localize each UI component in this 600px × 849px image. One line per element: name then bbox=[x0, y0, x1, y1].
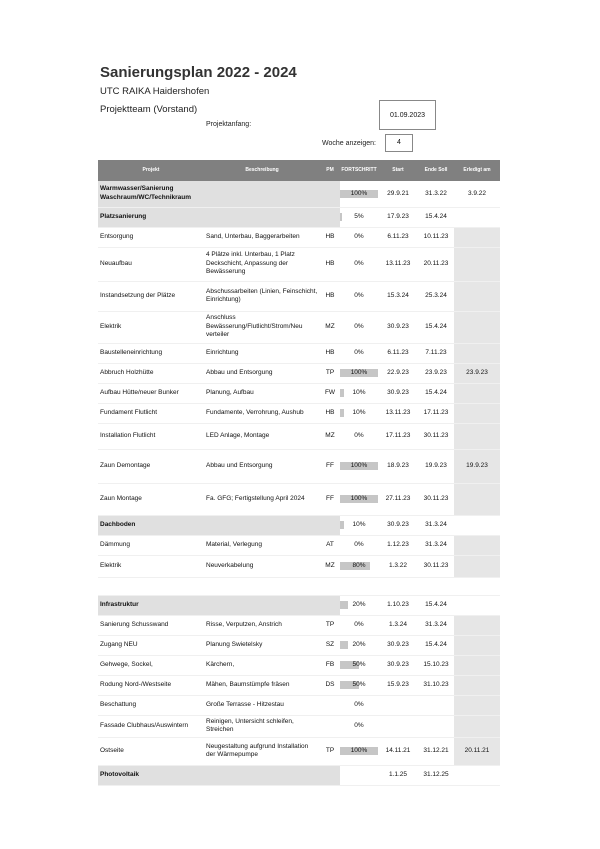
cell-ende: 30.11.23 bbox=[418, 483, 454, 515]
cell-ende: 30.11.23 bbox=[418, 555, 454, 577]
cell-fortschritt bbox=[340, 227, 378, 247]
progress-fill bbox=[340, 389, 344, 397]
progress-bar bbox=[340, 323, 378, 331]
cell-ende: 15.10.23 bbox=[418, 655, 454, 675]
progress-fill bbox=[340, 521, 344, 529]
cell-start: 6.11.23 bbox=[378, 343, 418, 363]
cell-projekt: Zaun Montage bbox=[98, 483, 204, 515]
cell-erledigt bbox=[454, 695, 500, 715]
cell-fortschritt bbox=[340, 403, 378, 423]
progress-bar bbox=[340, 521, 378, 529]
cell-pm: FB bbox=[320, 655, 340, 675]
progress-bar bbox=[340, 190, 378, 198]
cell-pm bbox=[320, 765, 340, 785]
cell-projekt: Dachboden bbox=[98, 515, 204, 535]
progress-bar bbox=[340, 541, 378, 549]
progress-bar bbox=[340, 349, 378, 357]
project-table bbox=[98, 160, 500, 786]
cell-fortschritt bbox=[340, 281, 378, 311]
cell-erledigt bbox=[454, 635, 500, 655]
cell-fortschritt bbox=[340, 247, 378, 281]
cell-fortschritt bbox=[340, 311, 378, 343]
table-row bbox=[98, 383, 500, 403]
cell-projekt: Elektrik bbox=[98, 311, 204, 343]
cell-fortschritt bbox=[340, 207, 378, 227]
cell-fortschritt bbox=[340, 363, 378, 383]
progress-label: 10% bbox=[352, 388, 366, 396]
cell-projekt: Gehwege, Sockel, bbox=[98, 655, 204, 675]
cell-beschreibung bbox=[204, 765, 320, 785]
cell-pm bbox=[320, 715, 340, 737]
table-row bbox=[98, 675, 500, 695]
progress-bar bbox=[340, 292, 378, 300]
cell-beschreibung: Reinigen, Untersicht schleifen, Streichen bbox=[204, 715, 320, 737]
cell-start: 1.3.24 bbox=[378, 615, 418, 635]
table-row bbox=[98, 423, 500, 449]
cell-erledigt: 19.9.23 bbox=[454, 449, 500, 483]
cell-start: 1.1.25 bbox=[378, 765, 418, 785]
cell-pm: FF bbox=[320, 483, 340, 515]
cell-start: 22.9.23 bbox=[378, 363, 418, 383]
progress-bar bbox=[340, 562, 378, 570]
progress-label: 10% bbox=[352, 408, 366, 416]
progress-label: 0% bbox=[354, 259, 364, 267]
table-row bbox=[98, 715, 500, 737]
cell-pm: MZ bbox=[320, 311, 340, 343]
progress-bar bbox=[340, 681, 378, 689]
cell-erledigt bbox=[454, 515, 500, 535]
progress-bar bbox=[340, 747, 378, 755]
progress-bar bbox=[340, 621, 378, 629]
cell-erledigt: 3.9.22 bbox=[454, 181, 500, 207]
category-row bbox=[98, 765, 500, 785]
cell-pm: TP bbox=[320, 737, 340, 765]
cell-start bbox=[378, 715, 418, 737]
progress-label: 80% bbox=[352, 561, 366, 569]
cell-fortschritt bbox=[340, 343, 378, 363]
table-row bbox=[98, 227, 500, 247]
cell-beschreibung: Kärchern, bbox=[204, 655, 320, 675]
cell-fortschritt bbox=[340, 675, 378, 695]
cell-beschreibung: Abschussarbeiten (Linien, Feinschicht, Einrichtung) bbox=[204, 281, 320, 311]
week-display-label: Woche anzeigen: bbox=[322, 140, 376, 147]
cell-start: 13.11.23 bbox=[378, 247, 418, 281]
cell-erledigt bbox=[454, 615, 500, 635]
cell-pm: MZ bbox=[320, 555, 340, 577]
cell-start: 30.9.23 bbox=[378, 383, 418, 403]
club-name: UTC RAIKA Haidershofen bbox=[100, 86, 210, 97]
cell-projekt: Zugang NEU bbox=[98, 635, 204, 655]
cell-beschreibung: Abbau und Entsorgung bbox=[204, 449, 320, 483]
cell-start: 1.12.23 bbox=[378, 535, 418, 555]
table-row bbox=[98, 737, 500, 765]
cell-ende: 31.12.21 bbox=[418, 737, 454, 765]
cell-fortschritt bbox=[340, 765, 378, 785]
cell-fortschritt bbox=[340, 181, 378, 207]
cell-start: 30.9.23 bbox=[378, 311, 418, 343]
progress-fill bbox=[340, 409, 344, 417]
cell-projekt: Platzsanierung bbox=[98, 207, 204, 227]
col-header-ende: Ende Soll bbox=[418, 160, 454, 181]
cell-projekt: Fassade Clubhaus/Auswintern bbox=[98, 715, 204, 737]
cell-projekt: Photovoltaik bbox=[98, 765, 204, 785]
table-row bbox=[98, 343, 500, 363]
cell-beschreibung: Einrichtung bbox=[204, 343, 320, 363]
cell-ende: 25.3.24 bbox=[418, 281, 454, 311]
cell-fortschritt bbox=[340, 695, 378, 715]
project-start-label: Projektanfang: bbox=[206, 121, 252, 128]
cell-projekt: Warmwasser/Sanierung Waschraum/WC/Technikraum bbox=[98, 181, 204, 207]
cell-pm: HB bbox=[320, 281, 340, 311]
cell-pm bbox=[320, 515, 340, 535]
cell-projekt: Rodung Nord-/Westseite bbox=[98, 675, 204, 695]
cell-fortschritt bbox=[340, 483, 378, 515]
cell-ende: 19.9.23 bbox=[418, 449, 454, 483]
cell-projekt: Sanierung Schusswand bbox=[98, 615, 204, 635]
cell-start bbox=[378, 695, 418, 715]
cell-fortschritt bbox=[340, 737, 378, 765]
cell-beschreibung: Neuverkabelung bbox=[204, 555, 320, 577]
progress-fill bbox=[340, 601, 348, 609]
cell-ende: 15.4.24 bbox=[418, 635, 454, 655]
progress-bar bbox=[340, 432, 378, 440]
cell-beschreibung: Große Terrasse - Hitzestau bbox=[204, 695, 320, 715]
cell-start: 1.10.23 bbox=[378, 595, 418, 615]
cell-beschreibung: Material, Verlegung bbox=[204, 535, 320, 555]
progress-bar bbox=[340, 233, 378, 241]
cell-start: 17.9.23 bbox=[378, 207, 418, 227]
cell-beschreibung bbox=[204, 515, 320, 535]
cell-pm: HB bbox=[320, 403, 340, 423]
cell-pm: HB bbox=[320, 343, 340, 363]
category-row bbox=[98, 595, 500, 615]
progress-label: 0% bbox=[354, 348, 364, 356]
cell-pm: HB bbox=[320, 247, 340, 281]
cell-ende bbox=[418, 715, 454, 737]
cell-ende: 23.9.23 bbox=[418, 363, 454, 383]
cell-ende: 7.11.23 bbox=[418, 343, 454, 363]
col-header-erledigt: Erledigt am bbox=[454, 160, 500, 181]
cell-beschreibung: Risse, Verputzen, Anstrich bbox=[204, 615, 320, 635]
table-row bbox=[98, 403, 500, 423]
cell-projekt: Zaun Demontage bbox=[98, 449, 204, 483]
week-display-field[interactable]: 4 bbox=[385, 134, 413, 152]
progress-bar bbox=[340, 369, 378, 377]
cell-start: 30.9.23 bbox=[378, 515, 418, 535]
spacer-cell bbox=[98, 577, 500, 595]
cell-ende: 31.12.25 bbox=[418, 765, 454, 785]
category-row bbox=[98, 515, 500, 535]
progress-bar bbox=[340, 462, 378, 470]
cell-projekt: Beschattung bbox=[98, 695, 204, 715]
progress-bar bbox=[340, 601, 378, 609]
cell-start: 15.9.23 bbox=[378, 675, 418, 695]
progress-label: 0% bbox=[354, 540, 364, 548]
cell-pm: HB bbox=[320, 227, 340, 247]
progress-label: 100% bbox=[350, 461, 368, 469]
cell-erledigt bbox=[454, 311, 500, 343]
cell-projekt: Ostseite bbox=[98, 737, 204, 765]
cell-beschreibung: Mähen, Baumstümpfe fräsen bbox=[204, 675, 320, 695]
cell-pm: MZ bbox=[320, 423, 340, 449]
cell-projekt: Neuaufbau bbox=[98, 247, 204, 281]
cell-ende: 15.4.24 bbox=[418, 207, 454, 227]
progress-label: 0% bbox=[354, 431, 364, 439]
category-row bbox=[98, 207, 500, 227]
table-row bbox=[98, 635, 500, 655]
table-header-row bbox=[98, 160, 500, 181]
cell-ende: 31.3.24 bbox=[418, 515, 454, 535]
cell-erledigt bbox=[454, 247, 500, 281]
cell-projekt: Elektrik bbox=[98, 555, 204, 577]
cell-start: 1.3.22 bbox=[378, 555, 418, 577]
cell-ende bbox=[418, 695, 454, 715]
team-name: Projektteam (Vorstand) bbox=[100, 104, 198, 115]
cell-projekt: Abbruch Holzhütte bbox=[98, 363, 204, 383]
col-header-start: Start bbox=[378, 160, 418, 181]
cell-ende: 15.4.24 bbox=[418, 311, 454, 343]
cell-erledigt bbox=[454, 281, 500, 311]
progress-label: 0% bbox=[354, 700, 364, 708]
col-header-pm: PM bbox=[320, 160, 340, 181]
cell-ende: 10.11.23 bbox=[418, 227, 454, 247]
cell-pm bbox=[320, 207, 340, 227]
table-row bbox=[98, 363, 500, 383]
cell-beschreibung: Planung Swietelsky bbox=[204, 635, 320, 655]
spacer-row bbox=[98, 577, 500, 595]
progress-label: 50% bbox=[352, 680, 366, 688]
cell-beschreibung: 4 Plätze inkl. Unterbau, 1 Platz Deckschicht, Anpassung der Bewässerung bbox=[204, 247, 320, 281]
cell-pm: DS bbox=[320, 675, 340, 695]
table-row bbox=[98, 695, 500, 715]
cell-erledigt bbox=[454, 595, 500, 615]
cell-erledigt bbox=[454, 715, 500, 737]
progress-label: 0% bbox=[354, 322, 364, 330]
cell-pm: FW bbox=[320, 383, 340, 403]
progress-bar bbox=[340, 389, 378, 397]
progress-label: 10% bbox=[352, 520, 366, 528]
cell-projekt: Entsorgung bbox=[98, 227, 204, 247]
cell-erledigt bbox=[454, 423, 500, 449]
progress-label: 100% bbox=[350, 746, 368, 754]
cell-pm bbox=[320, 595, 340, 615]
cell-projekt: Aufbau Hütte/neuer Bunker bbox=[98, 383, 204, 403]
cell-projekt: Installation Flutlicht bbox=[98, 423, 204, 449]
table-body bbox=[98, 181, 500, 785]
cell-start: 14.11.21 bbox=[378, 737, 418, 765]
col-header-fortschritt: FORTSCHRITT bbox=[340, 160, 378, 181]
cell-projekt: Fundament Flutlicht bbox=[98, 403, 204, 423]
progress-label: 0% bbox=[354, 721, 364, 729]
progress-bar bbox=[340, 409, 378, 417]
progress-label: 0% bbox=[354, 620, 364, 628]
cell-ende: 31.3.24 bbox=[418, 535, 454, 555]
progress-fill bbox=[340, 641, 348, 649]
cell-start: 30.9.23 bbox=[378, 635, 418, 655]
cell-fortschritt bbox=[340, 615, 378, 635]
progress-bar bbox=[340, 260, 378, 268]
cell-fortschritt bbox=[340, 715, 378, 737]
progress-bar bbox=[340, 722, 378, 730]
cell-fortschritt bbox=[340, 449, 378, 483]
progress-label: 20% bbox=[352, 600, 366, 608]
cell-fortschritt bbox=[340, 595, 378, 615]
cell-ende: 31.3.24 bbox=[418, 615, 454, 635]
cell-fortschritt bbox=[340, 555, 378, 577]
cell-pm bbox=[320, 695, 340, 715]
progress-label: 5% bbox=[354, 212, 364, 220]
progress-label: 100% bbox=[350, 494, 368, 502]
cell-erledigt bbox=[454, 655, 500, 675]
progress-bar bbox=[340, 701, 378, 709]
cell-erledigt: 23.9.23 bbox=[454, 363, 500, 383]
table-row bbox=[98, 615, 500, 635]
cell-start: 30.9.23 bbox=[378, 655, 418, 675]
cell-projekt: Infrastruktur bbox=[98, 595, 204, 615]
table-row bbox=[98, 281, 500, 311]
cell-beschreibung bbox=[204, 181, 320, 207]
cell-beschreibung: Neugestaltung aufgrund Installation der Wärmepumpe bbox=[204, 737, 320, 765]
cell-start: 6.11.23 bbox=[378, 227, 418, 247]
cell-beschreibung: Sand, Unterbau, Baggerarbeiten bbox=[204, 227, 320, 247]
cell-erledigt bbox=[454, 765, 500, 785]
progress-label: 100% bbox=[350, 368, 368, 376]
progress-fill bbox=[340, 213, 342, 221]
cell-fortschritt bbox=[340, 423, 378, 449]
cell-pm: TP bbox=[320, 615, 340, 635]
table-row bbox=[98, 555, 500, 577]
cell-pm: SZ bbox=[320, 635, 340, 655]
cell-erledigt: 20.11.21 bbox=[454, 737, 500, 765]
cell-start: 27.11.23 bbox=[378, 483, 418, 515]
table-row bbox=[98, 247, 500, 281]
cell-fortschritt bbox=[340, 383, 378, 403]
progress-label: 100% bbox=[350, 189, 368, 197]
table-row bbox=[98, 655, 500, 675]
cell-ende: 20.11.23 bbox=[418, 247, 454, 281]
cell-fortschritt bbox=[340, 515, 378, 535]
progress-label: 0% bbox=[354, 232, 364, 240]
cell-pm: FF bbox=[320, 449, 340, 483]
progress-label: 50% bbox=[352, 660, 366, 668]
progress-bar bbox=[340, 495, 378, 503]
cell-erledigt bbox=[454, 343, 500, 363]
cell-beschreibung: Abbau und Entsorgung bbox=[204, 363, 320, 383]
cell-erledigt bbox=[454, 535, 500, 555]
project-start-field[interactable]: 01.09.2023 bbox=[379, 100, 436, 130]
cell-ende: 15.4.24 bbox=[418, 383, 454, 403]
cell-fortschritt bbox=[340, 535, 378, 555]
cell-beschreibung bbox=[204, 207, 320, 227]
cell-beschreibung: LED Anlage, Montage bbox=[204, 423, 320, 449]
col-header-projekt: Projekt bbox=[98, 160, 204, 181]
progress-bar bbox=[340, 661, 378, 669]
progress-bar bbox=[340, 641, 378, 649]
cell-start: 15.3.24 bbox=[378, 281, 418, 311]
progress-bar bbox=[340, 213, 378, 221]
cell-pm: TP bbox=[320, 363, 340, 383]
cell-ende: 31.3.22 bbox=[418, 181, 454, 207]
table-row bbox=[98, 535, 500, 555]
progress-label: 0% bbox=[354, 291, 364, 299]
table-row bbox=[98, 449, 500, 483]
cell-erledigt bbox=[454, 483, 500, 515]
page-title: Sanierungsplan 2022 - 2024 bbox=[100, 64, 297, 81]
table-row bbox=[98, 311, 500, 343]
cell-beschreibung: Planung, Aufbau bbox=[204, 383, 320, 403]
cell-ende: 31.10.23 bbox=[418, 675, 454, 695]
cell-ende: 30.11.23 bbox=[418, 423, 454, 449]
cell-erledigt bbox=[454, 383, 500, 403]
category-row bbox=[98, 181, 500, 207]
cell-projekt: Dämmung bbox=[98, 535, 204, 555]
cell-beschreibung: Anschluss Bewässerung/Flutlicht/Strom/Neu verteiler bbox=[204, 311, 320, 343]
cell-fortschritt bbox=[340, 655, 378, 675]
cell-pm: AT bbox=[320, 535, 340, 555]
cell-projekt: Baustelleneinrichtung bbox=[98, 343, 204, 363]
progress-label: 20% bbox=[352, 640, 366, 648]
cell-ende: 15.4.24 bbox=[418, 595, 454, 615]
cell-pm bbox=[320, 181, 340, 207]
cell-start: 29.9.21 bbox=[378, 181, 418, 207]
cell-beschreibung bbox=[204, 595, 320, 615]
cell-beschreibung: Fa. GFG; Fertigstellung April 2024 bbox=[204, 483, 320, 515]
cell-beschreibung: Fundamente, Verrohrung, Aushub bbox=[204, 403, 320, 423]
cell-start: 13.11.23 bbox=[378, 403, 418, 423]
cell-start: 17.11.23 bbox=[378, 423, 418, 449]
cell-ende: 17.11.23 bbox=[418, 403, 454, 423]
cell-fortschritt bbox=[340, 635, 378, 655]
cell-start: 18.9.23 bbox=[378, 449, 418, 483]
cell-erledigt bbox=[454, 403, 500, 423]
col-header-beschreibung: Beschreibung bbox=[204, 160, 320, 181]
cell-erledigt bbox=[454, 555, 500, 577]
cell-erledigt bbox=[454, 675, 500, 695]
cell-erledigt bbox=[454, 227, 500, 247]
cell-erledigt bbox=[454, 207, 500, 227]
table-row bbox=[98, 483, 500, 515]
cell-projekt: Instandsetzung der Plätze bbox=[98, 281, 204, 311]
